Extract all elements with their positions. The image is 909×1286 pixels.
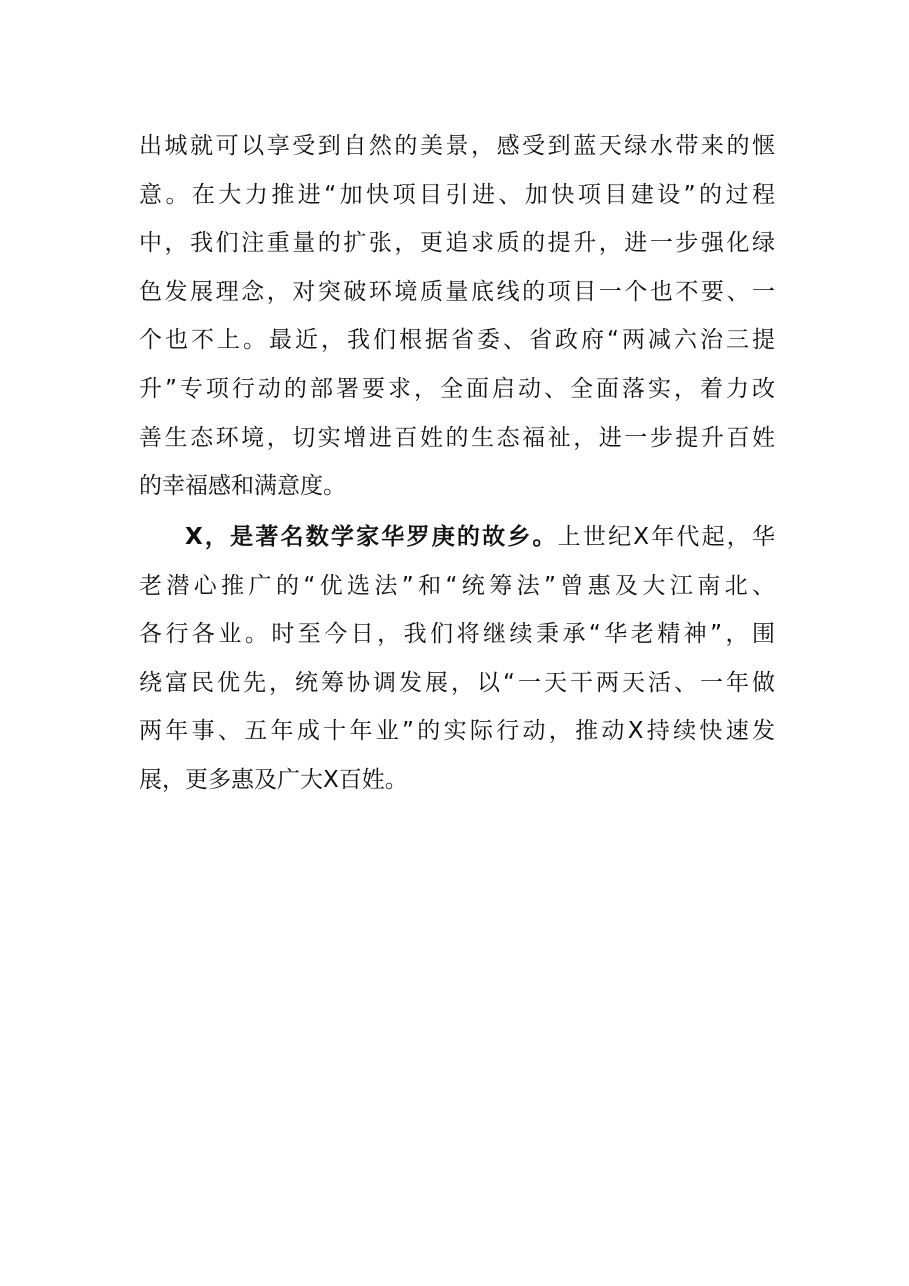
paragraph-1-line-5: 个也不上。最近，我们根据省委、省政府“两减六治三提 bbox=[139, 327, 775, 354]
paragraph-2-line-6: 展，更多惠及广大X百姓。 bbox=[139, 766, 408, 793]
paragraph-1-line-7: 善生态环境，切实增进百姓的生态福祉，进一步提升百姓 bbox=[139, 424, 775, 451]
paragraph-1-line-2: 意。在大力推进“加快项目引进、加快项目建设”的过程 bbox=[139, 181, 775, 208]
paragraph-2-line-1 bbox=[139, 513, 775, 562]
paragraph-1 bbox=[139, 122, 775, 511]
paragraph-1-line-6: 升”专项行动的部署要求，全面启动、全面落实，着力改 bbox=[139, 375, 775, 402]
paragraph-2-line-4: 绕富民优先，统筹协调发展，以“一天干两天活、一年做 bbox=[139, 669, 775, 696]
paragraph-1-line-3: 中，我们注重量的扩张，更追求质的提升，进一步强化绿 bbox=[139, 230, 775, 257]
paragraph-2-lead-bold: X，是著名数学家华罗庚的故乡。 bbox=[185, 524, 558, 550]
paragraph-2-line-3: 各行各业。时至今日，我们将继续秉承“华老精神”，围 bbox=[139, 621, 775, 648]
paragraph-1-line-8: 的幸福感和满意度。 bbox=[139, 473, 346, 500]
paragraph-2 bbox=[139, 513, 775, 805]
paragraph-1-line-4: 色发展理念，对突破环境质量底线的项目一个也不要、一 bbox=[139, 278, 775, 305]
paragraph-1-line-1: 出城就可以享受到自然的美景，感受到蓝天绿水带来的惬 bbox=[139, 133, 775, 159]
paragraph-2-line-5: 两年事、五年成十年业”的实际行动，推动X持续快速发 bbox=[139, 718, 775, 745]
paragraph-2-line-1-rest: 上世纪X年代起，华 bbox=[557, 524, 775, 550]
paragraph-2-line-2: 老潜心推广的“优选法”和“统筹法”曾惠及大江南北、 bbox=[139, 572, 775, 599]
